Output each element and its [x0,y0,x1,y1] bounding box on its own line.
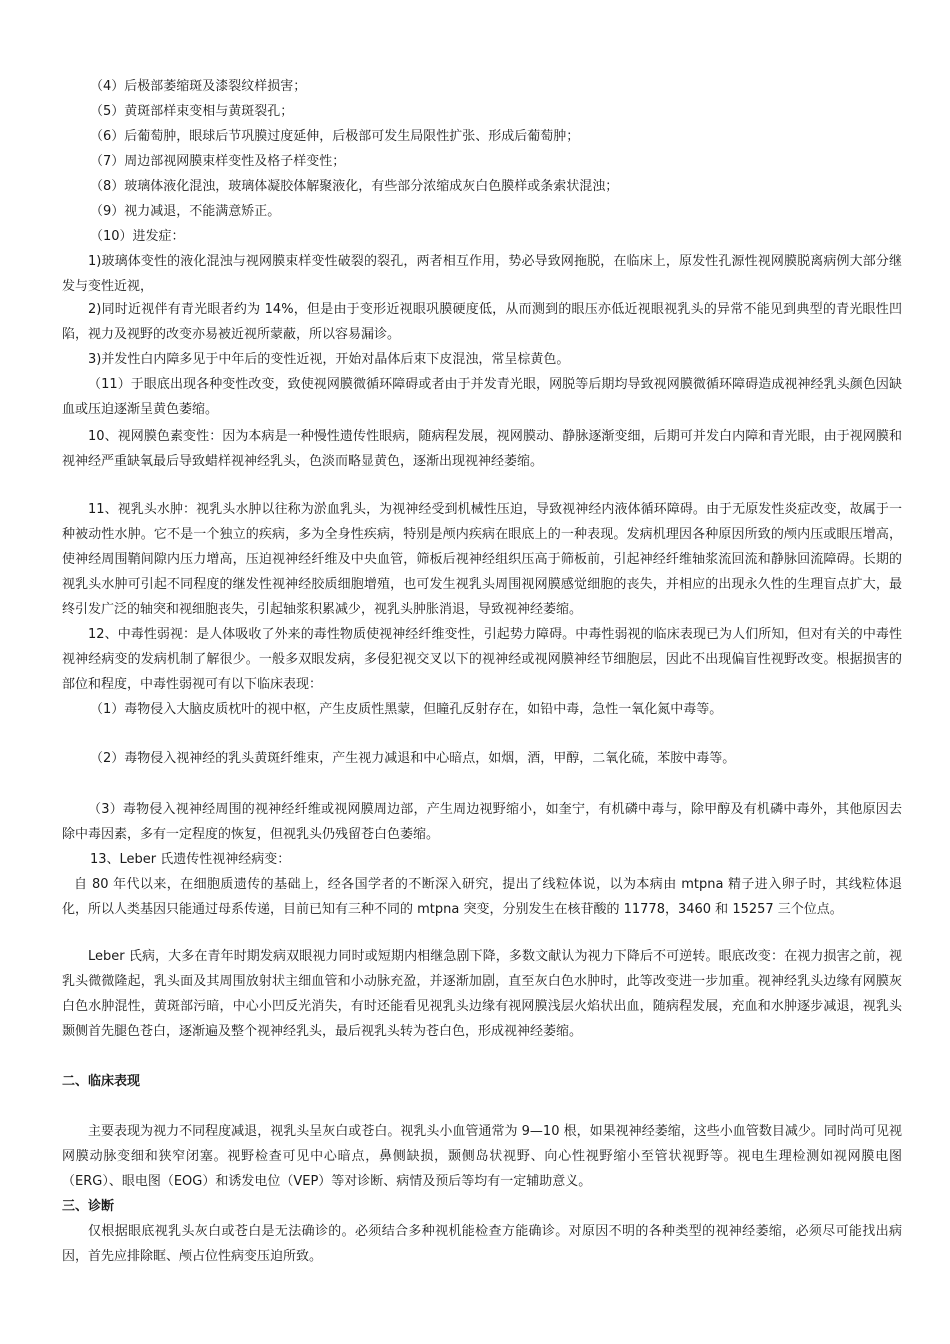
paragraph-item-10: （10）进发症： [90,229,185,244]
heading-clinical-manifestation: 二、临床表现 [62,1074,141,1089]
paragraph-item-7: （7）周边部视网膜束样变性及格子样变性； [90,154,346,169]
paragraph-section-12: 12、中毒性弱视：是人体吸收了外来的毒性物质使视神经纤维变性，引起势力障碍。中毒性弱视的临床表现已为人们所知，但对有关的中毒性视神经病变的发病机制了解很少。一般多双眼发病，多侵犯视交叉以下的视神经或视网膜神经节细胞层，因此不出现偏盲性视野改变。根据损害的部位和程度，中毒性弱视可有以下临床表现： [62,627,902,692]
paragraph-diagnosis: 仅根据眼底视乳头灰白或苍白是无法确诊的。必须结合多种视机能检查方能确诊。对原因不明的各种类型的视神经萎缩，必须尽可能找出病因，首先应排除眶、颅占位性病变压迫所致。 [62,1224,902,1264]
paragraph-toxic-2: （2）毒物侵入视神经的乳头黄斑纤维束，产生视力减退和中心暗点，如烟，酒，甲醇，二氧化硫，苯胺中毒等。 [90,751,736,766]
paragraph-item-11: （11）于眼底出现各种变性改变，致使视网膜微循环障碍或者由于并发青光眼，网脱等后期均导致视网膜微循环障碍造成视神经乳头颜色因缺血或压迫逐渐呈黄色萎缩。 [62,377,902,417]
paragraph-toxic-1: （1）毒物侵入大脑皮质枕叶的视中枢，产生皮质性黑蒙，但瞳孔反射存在，如铅中毒，急性一氧化氮中毒等。 [90,702,723,717]
paragraph-item-5: （5）黄斑部样束变相与黄斑裂孔； [90,104,294,119]
paragraph-item-6: （6）后葡萄肿，眼球后节巩膜过度延伸，后极部可发生局限性扩张、形成后葡萄肿； [90,129,580,144]
paragraph-section-10: 10、视网膜色素变性：因为本病是一种慢性遗传性眼病，随病程发展，视网膜动、静脉逐渐变细，后期可并发白内障和青光眼，由于视网膜和视神经严重缺氧最后导致蜡样视神经乳头，色淡而略显黄色，逐渐出现视神经萎缩。 [62,429,902,469]
heading-diagnosis: 三、诊断 [62,1199,115,1214]
paragraph-item-4: （4）后极部萎缩斑及漆裂纹样损害； [90,79,307,94]
paragraph-item-8: （8）玻璃体液化混浊，玻璃体凝胶体解聚液化，有些部分浓缩成灰白色膜样或条索状混浊； [90,179,619,194]
paragraph-clinical: 主要表现为视力不同程度减退，视乳头呈灰白或苍白。视乳头小血管通常为 9—10 根，如果视神经萎缩，这些小血管数目减少。同时尚可见视网膜动脉变细和狭窄闭塞。视野检查可见中心暗点，鼻侧缺损，颞侧岛状视野、向心性视野缩小至管状视野等。视电生理检测如视网膜电图（ERG）、眼电图（EOG）和诱发电位（VEP）等对诊断、病情及预后等均有一定辅助意义。 [62,1124,902,1189]
paragraph-mitochondria: 自 80 年代以来，在细胞质遗传的基础上，经各国学者的不断深入研究，提出了线粒体说，以为本病由 mtpna 精子进入卵子时，其线粒体退化，所以人类基因只能通过母系传递，目前已知有三种不同的 mtpna 突变，分别发生在核苷酸的 11778，3460 和 15257 三个位点。 [62,877,902,917]
paragraph-leber: Leber 氏病，大多在青年时期发病双眼视力同时或短期内相继急剧下降，多数文献认为视力下降后不可逆转。眼底改变：在视力损害之前，视乳头微微隆起，乳头面及其周围放射状主细血管和小动脉充盈，并逐渐加剧，直至灰白色水肿时，此等改变进一步加重。视神经乳头边缘有网膜灰白色水肿混性，黄斑部污暗，中心小凹反光消失，有时还能看见视乳头边缘有视网膜浅层火焰状出血，随病程发展，充血和水肿逐步减退，视乳头颞侧首先腿色苍白，逐渐遍及整个视神经乳头，最后视乳头转为苍白色，形成视神经萎缩。 [62,949,902,1039]
paragraph-complication-1: 1)玻璃体变性的液化混浊与视网膜束样变性破裂的裂孔，两者相互作用，势必导致网拖脱，在临床上，原发性孔源性视网膜脱离病例大部分继发与变性近视， [62,254,902,294]
paragraph-toxic-3: （3）毒物侵入视神经周围的视神经纤维或视网膜周边部，产生周边视野缩小，如奎宁，有机磷中毒与，除甲醇及有机磷中毒外，其他原因去除中毒因素，多有一定程度的恢复，但视乳头仍残留苍白色萎缩。 [62,802,902,842]
paragraph-section-11: 11、视乳头水肿：视乳头水肿以往称为淤血乳头，为视神经受到机械性压迫，导致视神经内液体循环障碍。由于无原发性炎症改变，故属于一种被动性水肿。它不是一个独立的疾病，多为全身性疾病，特别是颅内疾病在眼底上的一种表现。发病机理因各种原因所致的颅内压或眼压增高，使神经周围鞘间隙内压力增高，压迫视神经纤维及中央血管，筛板后视神经组织压高于筛板前，引起神经纤维轴浆流回流和静脉回流障碍。长期的视乳头水肿可引起不同程度的继发性视神经胶质细胞增殖，也可发生视乳头周围视网膜感觉细胞的丧失，并相应的出现永久性的生理盲点扩大，最终引发广泛的轴突和视细胞丧失，引起轴浆积累减少，视乳头肿胀消退，导致视神经萎缩。 [62,502,902,617]
paragraph-item-9: （9）视力减退，不能满意矫正。 [90,204,281,219]
paragraph-section-13-title: 13、Leber 氏遗传性视神经病变： [90,852,291,867]
paragraph-complication-3: 3)并发性白内障多见于中年后的变性近视，开始对晶体后束下皮混浊，常呈棕黄色。 [88,352,570,367]
paragraph-complication-2: 2)同时近视伴有青光眼者约为 14%，但是由于变形近视眼巩膜硬度低，从而测到的眼压亦低近视眼视乳头的异常不能见到典型的青光眼性凹陷，视力及视野的改变亦易被近视所蒙蔽，所以容易漏诊。 [62,302,902,342]
